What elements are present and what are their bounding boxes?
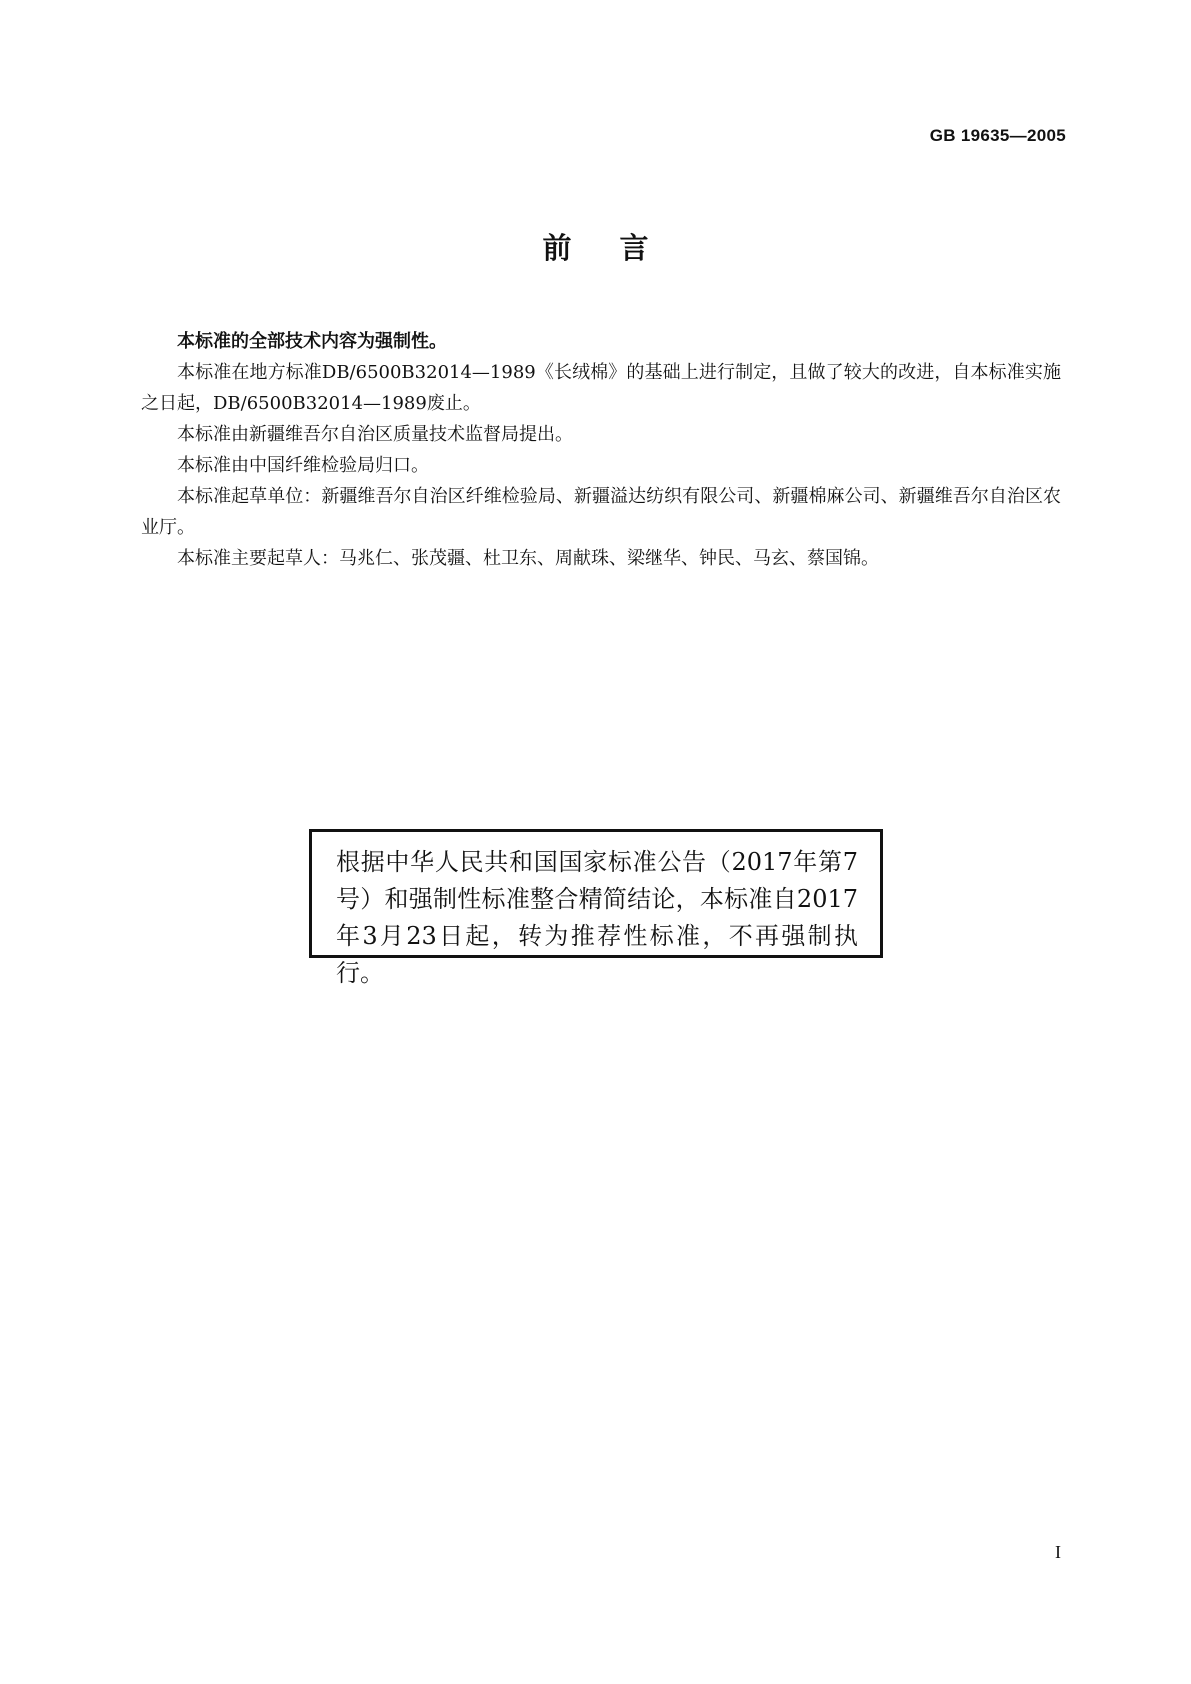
- page-number: I: [1055, 1542, 1061, 1562]
- paragraph-administrator: 本标准由中国纤维检验局归口。: [177, 455, 429, 476]
- paragraph-mandatory-statement: 本标准的全部技术内容为强制性。: [177, 331, 447, 352]
- paragraph-proposer: 本标准由新疆维吾尔自治区质量技术监督局提出。: [177, 424, 573, 445]
- foreword-body: [141, 326, 1061, 574]
- paragraph-drafting-units: 本标准起草单位：新疆维吾尔自治区纤维检验局、新疆溢达纺织有限公司、新疆棉麻公司、新疆维吾尔自治区农业厅。: [141, 486, 1061, 538]
- standard-code: GB 19635—2005: [929, 126, 1066, 145]
- paragraph-drafters: 本标准主要起草人：马兆仁、张茂疆、杜卫东、周献珠、梁继华、钟民、马玄、蔡国锦。: [177, 548, 879, 569]
- notice-box: [309, 829, 883, 987]
- page-title: 前言: [542, 231, 697, 265]
- paragraph-basis: 本标准在地方标准DB/6500B32014—1989《长绒棉》的基础上进行制定，且做了较大的改进，自本标准实施之日起，DB/6500B32014—1989废止。: [141, 362, 1061, 414]
- notice-text: 根据中华人民共和国国家标准公告（2017年第7号）和强制性标准整合精简结论，本标准自2017年3月23日起，转为推荐性标准，不再强制执行。: [336, 848, 858, 987]
